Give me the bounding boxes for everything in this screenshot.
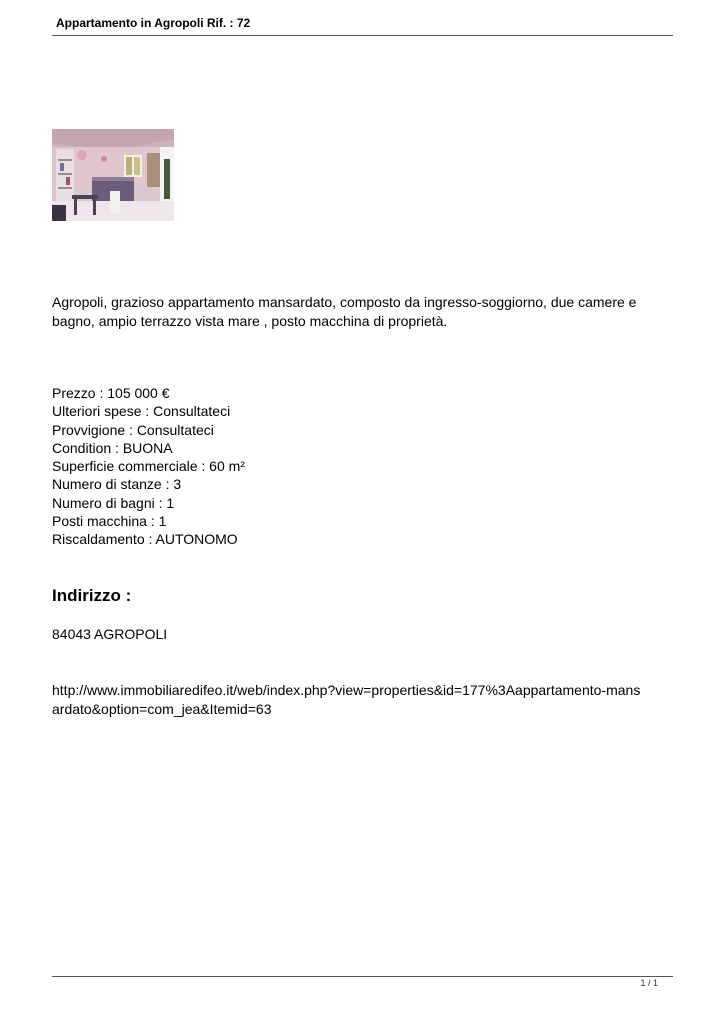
detail-heating: Riscaldamento : AUTONOMO [52, 531, 238, 548]
property-photo [52, 129, 174, 221]
detail-commission: Provvigione : Consultateci [52, 421, 214, 438]
document-title: Appartamento in Agropoli Rif. : 72 [56, 16, 251, 30]
detail-parking: Posti macchina : 1 [52, 513, 167, 530]
footer-divider [52, 976, 673, 977]
listing-url-line-2[interactable]: ardato&option=com_jea&Itemid=63 [52, 701, 272, 717]
listing-url[interactable] [52, 681, 673, 719]
detail-rooms: Numero di stanze : 3 [52, 476, 182, 493]
detail-condition: Condition : BUONA [52, 439, 173, 456]
detail-extra-costs: Ulteriori spese : Consultateci [52, 403, 231, 420]
header-divider [52, 35, 673, 36]
address-heading: Indirizzo : [52, 586, 132, 605]
property-description: Agropoli, grazioso appartamento mansardato, composto da ingresso-soggiorno, due camere e bagno, ampio terrazzo vista mare , posto macchina di proprietà. [52, 294, 637, 329]
detail-price: Prezzo : 105 000 € [52, 385, 170, 401]
property-details [52, 384, 673, 549]
page-number: 1 / 1 [640, 978, 658, 988]
address-value: 84043 AGROPOLI [52, 626, 168, 642]
listing-url-line-1[interactable]: http://www.immobiliaredifeo.it/web/index.php?view=properties&id=177%3Aappartamento-mans [52, 682, 641, 698]
detail-surface: Superficie commerciale : 60 m² [52, 458, 245, 475]
detail-bathrooms: Numero di bagni : 1 [52, 494, 175, 511]
